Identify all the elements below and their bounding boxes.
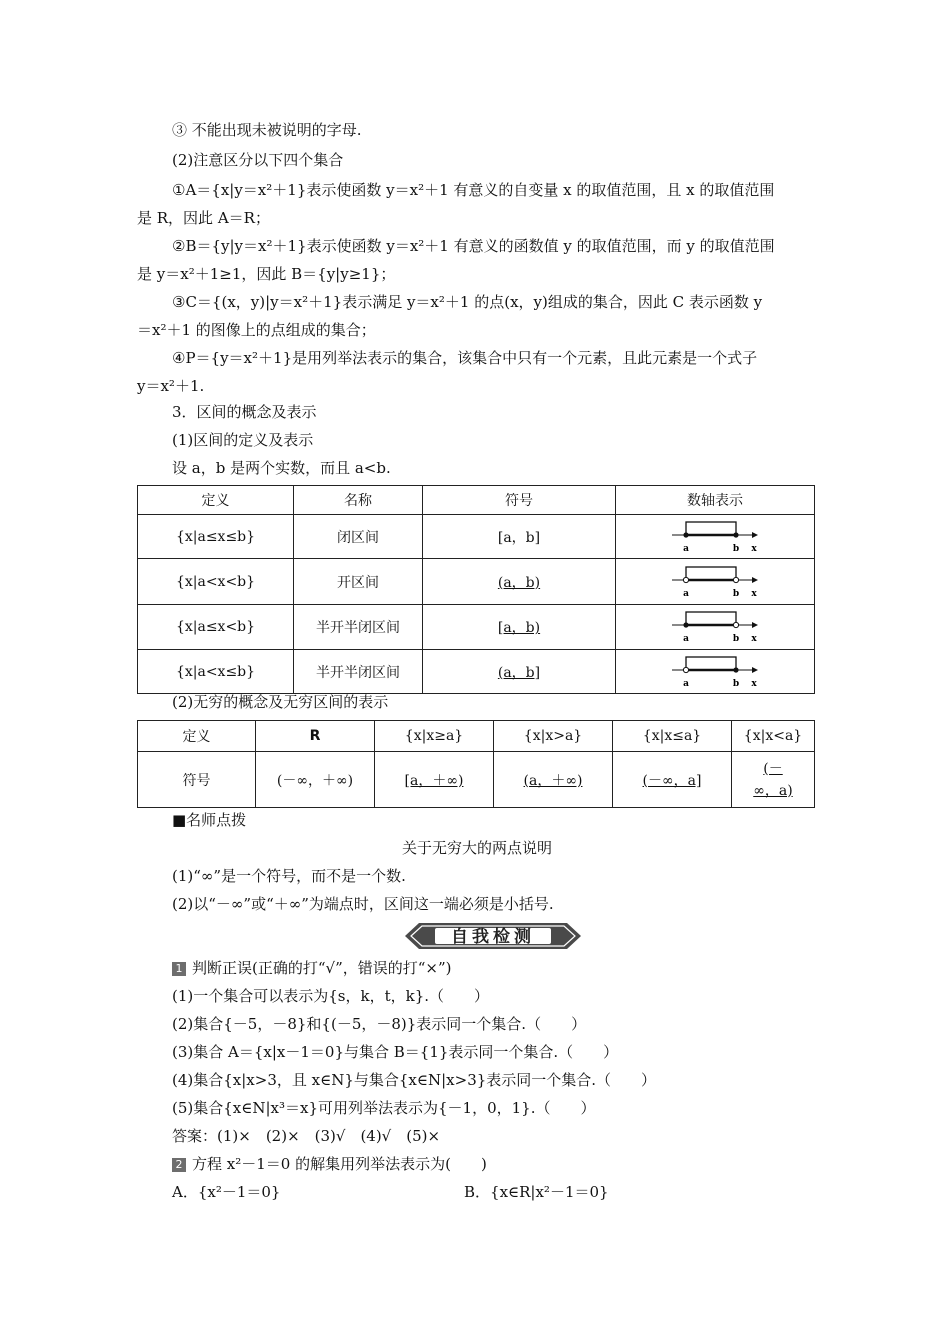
set-cell: {x|x>a} [494,721,613,752]
symbol-part: (－ [763,760,783,777]
tip-title: 关于无穷大的两点说明 [401,839,552,857]
name-cell: 半开半闭区间 [294,650,423,694]
symbol-cell: (－∞，a] [613,752,732,808]
table-row [138,559,815,605]
table-header: 定义 [138,486,294,515]
text-line: ③C＝{(x，y)|y＝x²＋1}表示满足 y＝x²＋1 的点(x，y)组成的集合，因此 C 表示函数 y [172,293,763,311]
list-item: (3)集合 A＝{x|x－1＝0}与集合 B＝{1}表示同一个集合.（ ） [172,1043,619,1061]
infinite-interval-table [137,720,815,808]
text-line: ④P＝{y＝x²＋1}是用列举法表示的集合，该集合中只有一个元素，且此元素是一个式子 [172,349,758,367]
text-line: ③ 不能出现未被说明的字母. [172,121,362,139]
question-number-badge: 2 [172,1158,186,1172]
axis-label-x: x [751,678,757,689]
question-text: 判断正误(正确的打“√”，错误的打“×”) [192,959,452,977]
answer-line: 答案：(1)× (2)× (3)√ (4)√ (5)× [172,1127,441,1145]
selfcheck-banner [405,920,581,952]
symbol-cell: [a，＋∞) [375,752,494,808]
axis-label-x: x [751,634,757,644]
table-row [138,752,815,808]
table-header: 名称 [294,486,423,515]
axis-label-x: x [751,588,757,599]
text-line: ②B＝{y|y＝x²＋1}表示使函数 y＝x²＋1 有意义的函数值 y 的取值范围，而 y 的取值范围 [172,237,775,255]
question-1 [172,958,852,978]
text-line: (1)“∞”是一个符号，而不是一个数. [172,867,406,885]
axis-label-b: b [732,678,740,689]
option-a: A．{x²－1＝0} [172,1183,281,1201]
question-text: 方程 x²－1＝0 的解集用列举法表示为( ) [192,1155,487,1173]
question-number-badge: 1 [172,962,186,976]
table-header: 定义 [138,721,256,752]
symbol-cell: [a，b) [423,605,616,650]
text-line: 是 y＝x²＋1≥1，因此 B＝{y|y≥1}； [137,265,396,283]
text-line: 是 R，因此 A＝R； [137,209,270,227]
text-line: 设 a，b 是两个实数，而且 a<b. [172,459,391,477]
text-line: y＝x²＋1. [137,377,205,395]
symbol-cell [732,752,815,808]
subsection-heading: (1)区间的定义及表示 [172,431,314,449]
axis-label-b: b [732,543,740,554]
option-b: B．{x∈R|x²－1＝0} [464,1183,609,1201]
symbol-cell: (a，b] [423,650,616,694]
question-2 [172,1154,852,1174]
tip-heading: ■名师点拨 [172,811,247,829]
table-header: 符号 [138,752,256,808]
list-item: (4)集合{x|x>3，且 x∈N}与集合{x∈N|x>3}表示同一个集合.（ ） [172,1071,657,1089]
text-line: (2)以“－∞”或“＋∞”为端点时，区间这一端必须是小括号. [172,895,554,913]
number-line-cell [616,650,815,694]
table-row [138,605,815,650]
text-line: ①A＝{x|y＝x²＋1}表示使函数 y＝x²＋1 有意义的自变量 x 的取值范围，且 x 的取值范围 [172,181,775,199]
subsection-heading: (2)无穷的概念及无穷区间的表示 [172,693,389,711]
set-cell: {x|x≤a} [613,721,732,752]
number-line-cell [616,605,815,650]
table-header: 符号 [423,486,616,515]
def-cell: {x|a≤x<b} [138,605,294,650]
text-line: (2)注意区分以下四个集合 [172,151,344,169]
number-line-half-open-left [670,655,760,689]
axis-label-x: x [751,543,757,554]
def-cell: {x|a<x≤b} [138,650,294,694]
section-heading: 3．区间的概念及表示 [172,403,317,421]
axis-label-a: a [683,634,689,644]
number-line-open [670,565,760,599]
list-item: (5)集合{x∈N|x³＝x}可用列举法表示为{－1，0，1}.（ ） [172,1099,596,1117]
axis-label-a: a [683,678,689,689]
table-row [138,650,815,694]
def-cell: {x|a<x<b} [138,559,294,605]
name-cell: 半开半闭区间 [294,605,423,650]
interval-table [137,485,815,694]
table-header: 数轴表示 [616,486,815,515]
symbol-cell: (a，＋∞) [494,752,613,808]
symbol-part: ∞，a) [753,782,793,799]
symbol-cell: (－∞，＋∞) [256,752,375,808]
list-item: (2)集合{－5，－8}和{(－5，－8)}表示同一个集合.（ ） [172,1015,587,1033]
banner-title: 自我检测 [451,927,535,947]
table-row [138,515,815,559]
number-line-closed [670,520,760,554]
number-line-cell [616,559,815,605]
symbol-cell: (a，b) [423,559,616,605]
set-cell: {x|x≥a} [375,721,494,752]
name-cell: 开区间 [294,559,423,605]
set-cell: {x|x<a} [732,721,815,752]
table-row [138,721,815,752]
text-line: ＝x²＋1 的图像上的点组成的集合； [137,321,376,339]
axis-label-b: b [732,634,740,644]
name-cell: 闭区间 [294,515,423,559]
axis-label-a: a [683,588,689,599]
list-item: (1)一个集合可以表示为{s，k，t，k}.（ ） [172,987,490,1005]
def-cell: {x|a≤x≤b} [138,515,294,559]
set-cell: R [256,721,375,752]
number-line-half-open-right [670,610,760,644]
axis-label-b: b [732,588,740,599]
symbol-cell: [a，b] [423,515,616,559]
axis-label-a: a [683,543,689,554]
number-line-cell [616,515,815,559]
